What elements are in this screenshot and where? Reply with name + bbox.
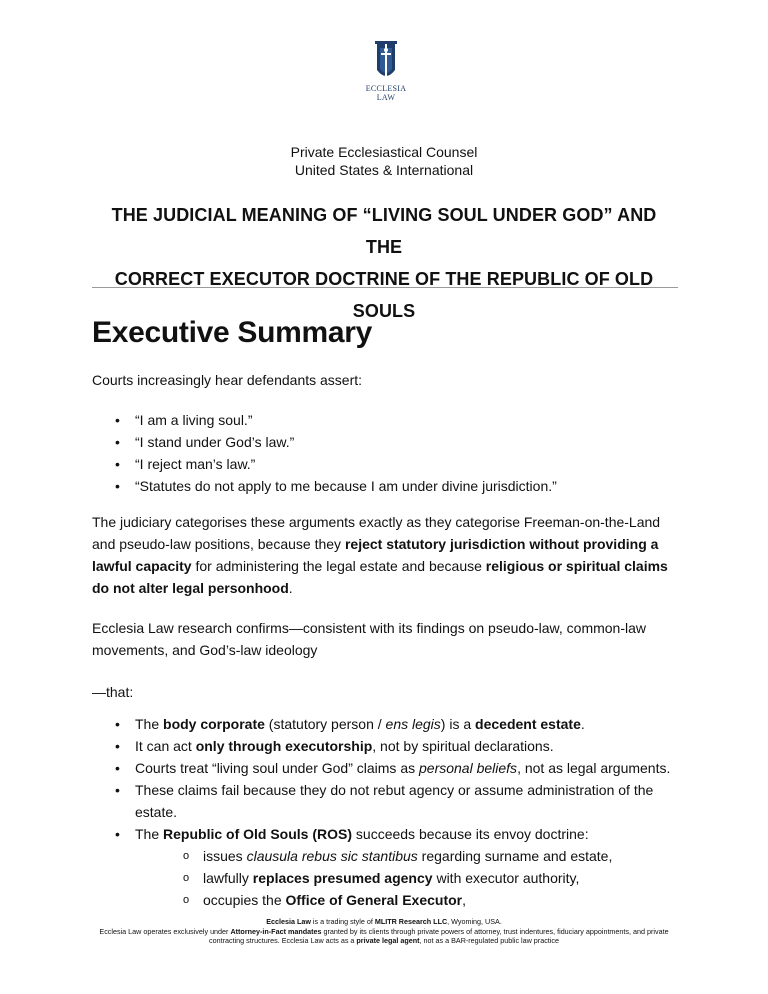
organization-header [0,143,768,179]
bold-text: Attorney-in-Fact mandates [230,926,322,936]
text-run: (statutory person / [264,716,386,732]
list-item: • These claims fail because they do not rebut agency or assume administration of the estate. [92,779,655,823]
text-run: occupies the [203,892,286,908]
italic-text: clausula rebus sic stantibus [246,848,418,864]
bold-text: only through executorship [195,738,373,754]
bold-text: reject statutory jurisdiction without providing a lawful capacity [92,536,659,574]
text-run: . [580,716,585,732]
paragraph-that: —that: [92,684,134,700]
list-item [92,823,670,911]
text-run: . [288,580,293,596]
sub-list-item [135,845,670,867]
text-run: , not as a BAR-regulated public law practice [419,936,559,945]
paragraph-research: Ecclesia Law research confirms—consistent with its findings on pseudo-law, common-law movements, and God’s-law ideology [92,620,647,658]
horizontal-divider [92,287,678,288]
text-run: , Wyoming, USA. [447,917,502,926]
text-run: succeeds because its envoy doctrine: [352,826,589,842]
footer-line-3 [80,936,688,946]
text-run: It can act [135,738,196,754]
paragraph-judiciary [92,511,682,599]
bold-text: Republic of Old Souls (ROS) [163,826,353,842]
text-run: is a trading style of [310,917,375,926]
italic-text: personal beliefs [419,760,518,776]
italic-text: ens legis [385,716,441,732]
text-run: granted by its clients through private powers of attorney, trust indentures, fiduciary appointments, and private [321,926,669,936]
text-run: contracting structures. Ecclesia Law acts as a [209,936,357,945]
footer-line-1 [80,917,688,927]
text-run: lawfully [203,870,253,886]
org-line-2: United States & International [294,162,474,178]
list-item [92,757,670,779]
text-run: The judiciary categorises these arguments exactly as they categorise Freeman-on-the-Land and pseudo-law positions, because they [92,514,661,552]
document-title [92,199,676,327]
list-item [92,735,670,757]
text-run: The [135,826,164,842]
logo-text-line1: ECCLESIA [365,84,407,93]
findings-list [92,713,670,911]
bold-text: Office of General Executor [285,892,463,908]
logo-text-line2: LAW [376,93,396,102]
bold-text: religious or spiritual claims do not alter legal personhood [92,558,668,596]
bold-text: replaces presumed agency [252,870,433,886]
title-line-1: THE JUDICIAL MEANING OF “LIVING SOUL UNDER GOD” AND THE [111,205,657,257]
page-footer [80,917,688,946]
list-item: • “I stand under God’s law.” [92,431,557,453]
text-run: for administering the legal estate and because [191,558,486,574]
text-run: with executor authority, [432,870,580,886]
text-run: , not as legal arguments. [517,760,671,776]
text-run: ) is a [440,716,476,732]
bold-text: private legal agent [356,936,420,945]
title-line-2: CORRECT EXECUTOR DOCTRINE OF THE REPUBLIC OF OLD SOULS [114,269,654,321]
sub-list [135,845,670,911]
bold-text: Ecclesia Law [266,917,311,926]
pillar-sword-crest-icon [373,40,399,84]
intro-paragraph: Courts increasingly hear defendants assert: [92,372,363,388]
text-run: , not by spiritual declarations. [372,738,554,754]
text-run: Ecclesia Law operates exclusively under [99,926,231,936]
bold-text: body corporate [163,716,265,732]
text-run: Courts treat “living soul under God” claims as [135,760,419,776]
text-run: regarding surname and estate, [417,848,613,864]
footer-line-2 [80,927,688,937]
ecclesia-law-logo [364,40,408,102]
list-item: • “I am a living soul.” [92,409,557,431]
bold-text: decedent estate [475,716,581,732]
section-heading: Executive Summary [92,316,373,349]
org-line-1: Private Ecclesiastical Counsel [290,144,478,160]
text-run: The [135,716,164,732]
text-run: , [462,892,466,908]
assertions-list [92,409,557,497]
text-run: issues [203,848,247,864]
sub-list-item [135,889,670,911]
bold-text: MLITR Research LLC [374,917,448,926]
list-item: • “Statutes do not apply to me because I am under divine jurisdiction.” [92,475,557,497]
list-item [92,713,670,735]
sub-list-item [135,867,670,889]
list-item: • “I reject man’s law.” [92,453,557,475]
